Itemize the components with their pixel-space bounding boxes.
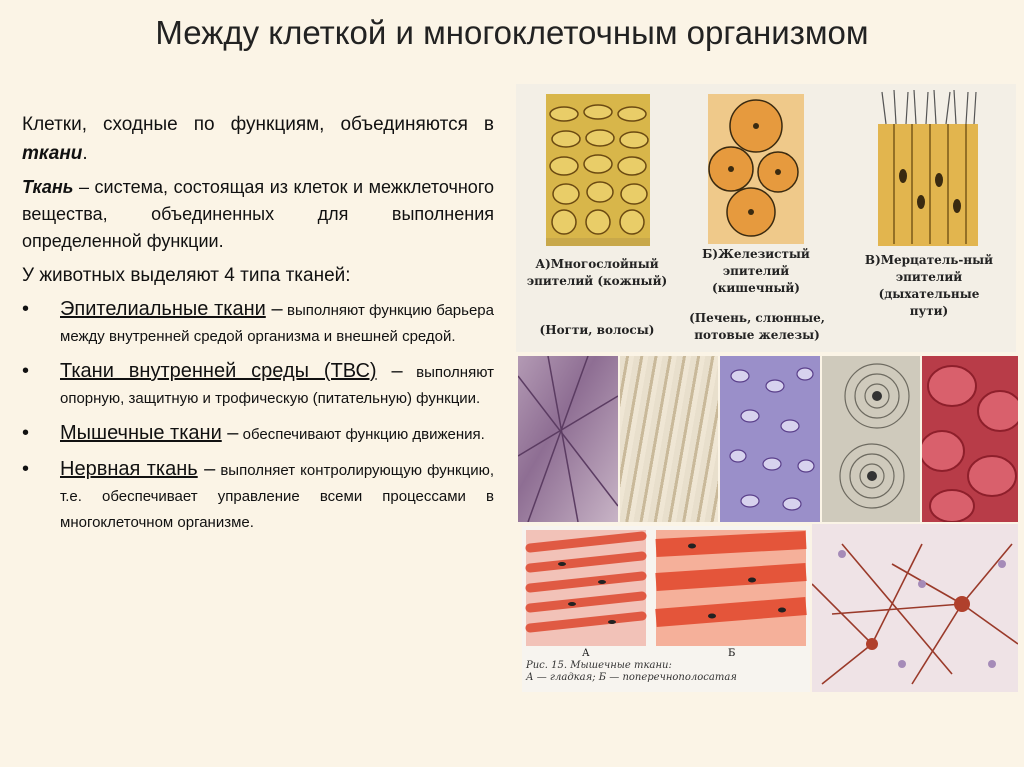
text-column: [22, 110, 494, 544]
striated-muscle-image: [656, 530, 806, 646]
intro-text: Клетки, сходные по функциям, объединяются в: [22, 114, 494, 135]
stratified-epithelium-image: [546, 94, 650, 246]
item-dash: –: [376, 360, 403, 382]
intro-paragraph-1: [22, 110, 494, 168]
loose-connective-tissue-image: [518, 356, 618, 522]
figure-caption-title: Рис. 15. Мышечные ткани:: [526, 660, 672, 671]
label-stratified-examples: (Ногти, волосы): [539, 323, 655, 337]
list-item: [22, 296, 494, 350]
item-heading: Ткани внутренней среды (ТВС): [60, 360, 377, 382]
label-glandular: Б)Железистый эпителий (кишечный): [702, 247, 810, 295]
bullet-icon: •: [22, 458, 30, 480]
intro-period: .: [82, 143, 88, 164]
tissue-types-list: [22, 296, 494, 536]
muscle-drawings: [522, 526, 810, 656]
figure-caption-legend: А — гладкая; Б — поперечнополосатая: [526, 672, 737, 683]
item-dash: –: [221, 422, 239, 444]
tissue-definition: – система, состоящая из клеток и межклеточного вещества, объединенных для выполнения определенной функции.: [22, 177, 494, 251]
label-stratified: А)Многослойный эпителий (кожный): [526, 257, 668, 288]
bullet-icon: •: [22, 360, 30, 382]
slide-title: Между клеткой и многоклеточным организмом: [155, 14, 869, 51]
intro-paragraph-2: [22, 174, 494, 255]
item-heading: Нервная ткань: [60, 458, 198, 480]
epithelium-illustration: [516, 84, 1016, 352]
cartilage-tissue-image: [720, 356, 820, 522]
figure-label-b: Б: [728, 648, 736, 659]
ciliated-epithelium-image: [878, 90, 978, 246]
nervous-tissue-image: [812, 524, 1018, 692]
figure-caption: [526, 660, 737, 684]
bullet-icon: •: [22, 422, 30, 444]
item-dash: –: [197, 458, 216, 480]
list-item: [22, 358, 494, 412]
item-text: выполняют опорную, защитную и трофическую (питательную) функции.: [60, 364, 494, 407]
label-ciliated: В)Мерцатель-ный эпителий (дыхательные пути): [864, 253, 994, 318]
list-item: [22, 456, 494, 536]
item-heading: Мышечные ткани: [60, 422, 222, 444]
label-glandular-examples: (Печень, слюнные, потовые железы): [689, 311, 825, 342]
item-heading: Эпителиальные ткани: [60, 298, 266, 320]
glandular-epithelium-image: [708, 94, 804, 244]
blood-tissue-image: [922, 356, 1018, 522]
item-dash: –: [265, 298, 283, 320]
intro-emphasis: ткани: [22, 143, 83, 164]
item-text: обеспечивают функцию движения.: [238, 426, 485, 443]
figure-label-a: А: [582, 648, 590, 659]
tissue-term: Ткань: [22, 177, 74, 197]
bone-tissue-image: [822, 356, 920, 522]
intro-paragraph-3: У животных выделяют 4 типа тканей:: [22, 265, 351, 286]
item-text: выполняют функцию барьера между внутренней средой организма и внешней средой.: [60, 302, 494, 345]
item-text: выполняет контролирующую функцию, т.е. обеспечивает управление всеми процессами в многоклеточном организме.: [60, 462, 494, 531]
bullet-icon: •: [22, 298, 30, 320]
list-item: [22, 420, 494, 448]
smooth-muscle-image: [526, 530, 646, 646]
dense-connective-tissue-image: [620, 356, 718, 522]
